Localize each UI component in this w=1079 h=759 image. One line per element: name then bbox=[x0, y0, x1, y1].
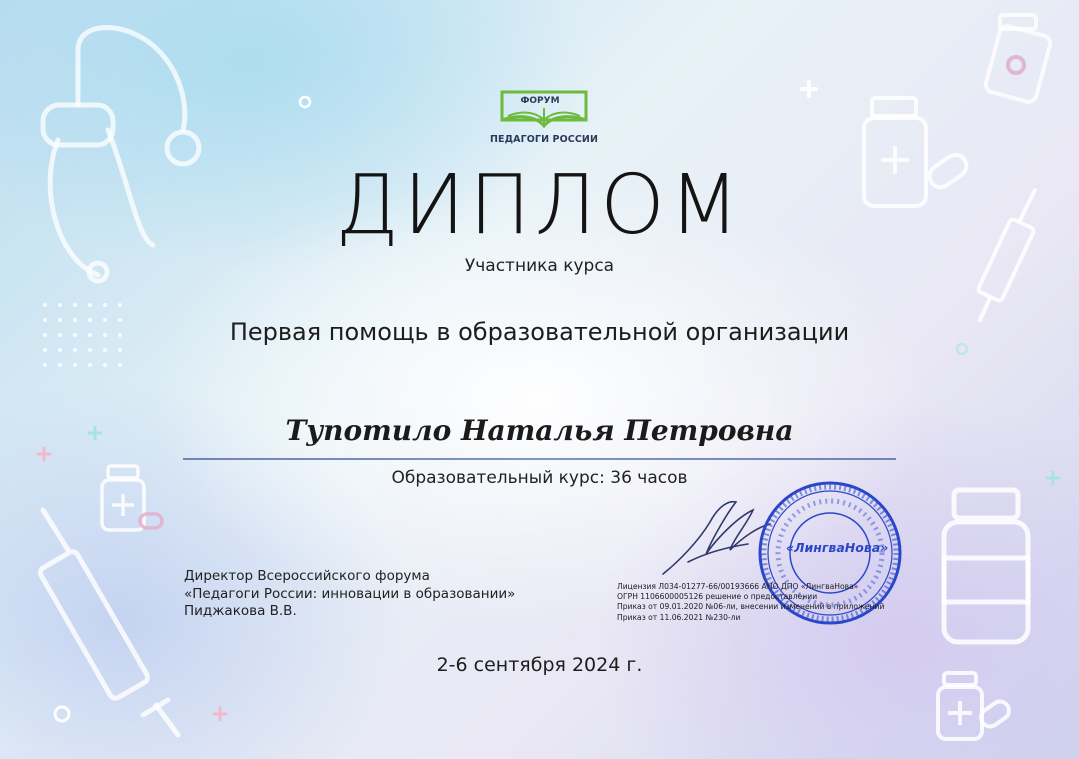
name-underline bbox=[183, 458, 896, 460]
director-block bbox=[184, 568, 515, 621]
logo-name-text: ПЕДАГОГИ РОССИИ bbox=[489, 134, 599, 145]
plus-icon bbox=[212, 706, 228, 722]
circle-icon bbox=[298, 95, 312, 109]
license-block bbox=[617, 582, 884, 623]
license-line: ОГРН 1106600005126 решение о предоставлении bbox=[617, 592, 818, 602]
diploma-subtitle: Участника курса bbox=[464, 256, 615, 276]
circle-icon bbox=[52, 704, 72, 724]
stamp-center-text: «ЛингваНова» bbox=[786, 540, 889, 555]
diploma-title: ДИПЛОМ bbox=[335, 158, 744, 253]
course-hours: Образовательный курс: 36 часов bbox=[391, 468, 688, 488]
logo-badge-text: ФОРУМ bbox=[520, 96, 560, 106]
forum-logo bbox=[488, 86, 600, 150]
bottom-right-bottle-icon bbox=[930, 665, 1020, 755]
course-date: 2-6 сентября 2024 г. bbox=[436, 654, 643, 676]
pill-bottle-icon bbox=[980, 10, 1060, 110]
course-name: Первая помощь в образовательной организации bbox=[229, 318, 850, 346]
plus-icon bbox=[800, 80, 818, 98]
license-line: Приказ от 11.06.2021 №230-ли bbox=[617, 612, 741, 622]
director-title: Директор Всероссийского форума bbox=[184, 568, 430, 584]
license-line: Лицензия Л034-01277-66/00193666 АНО ДПО «ЛингваНова» bbox=[617, 582, 859, 591]
medicine-jar-icon bbox=[930, 480, 1050, 650]
recipient-name: Тупотило Наталья Петровна bbox=[285, 414, 794, 447]
license-line: Приказ от 09.01.2020 №06-ли, внесении изменений в приложений bbox=[617, 602, 885, 612]
director-name: Пиджакова В.В. bbox=[184, 603, 297, 619]
director-organization: «Педагоги России: инновации в образовании» bbox=[184, 585, 516, 602]
plus-icon bbox=[36, 446, 52, 462]
